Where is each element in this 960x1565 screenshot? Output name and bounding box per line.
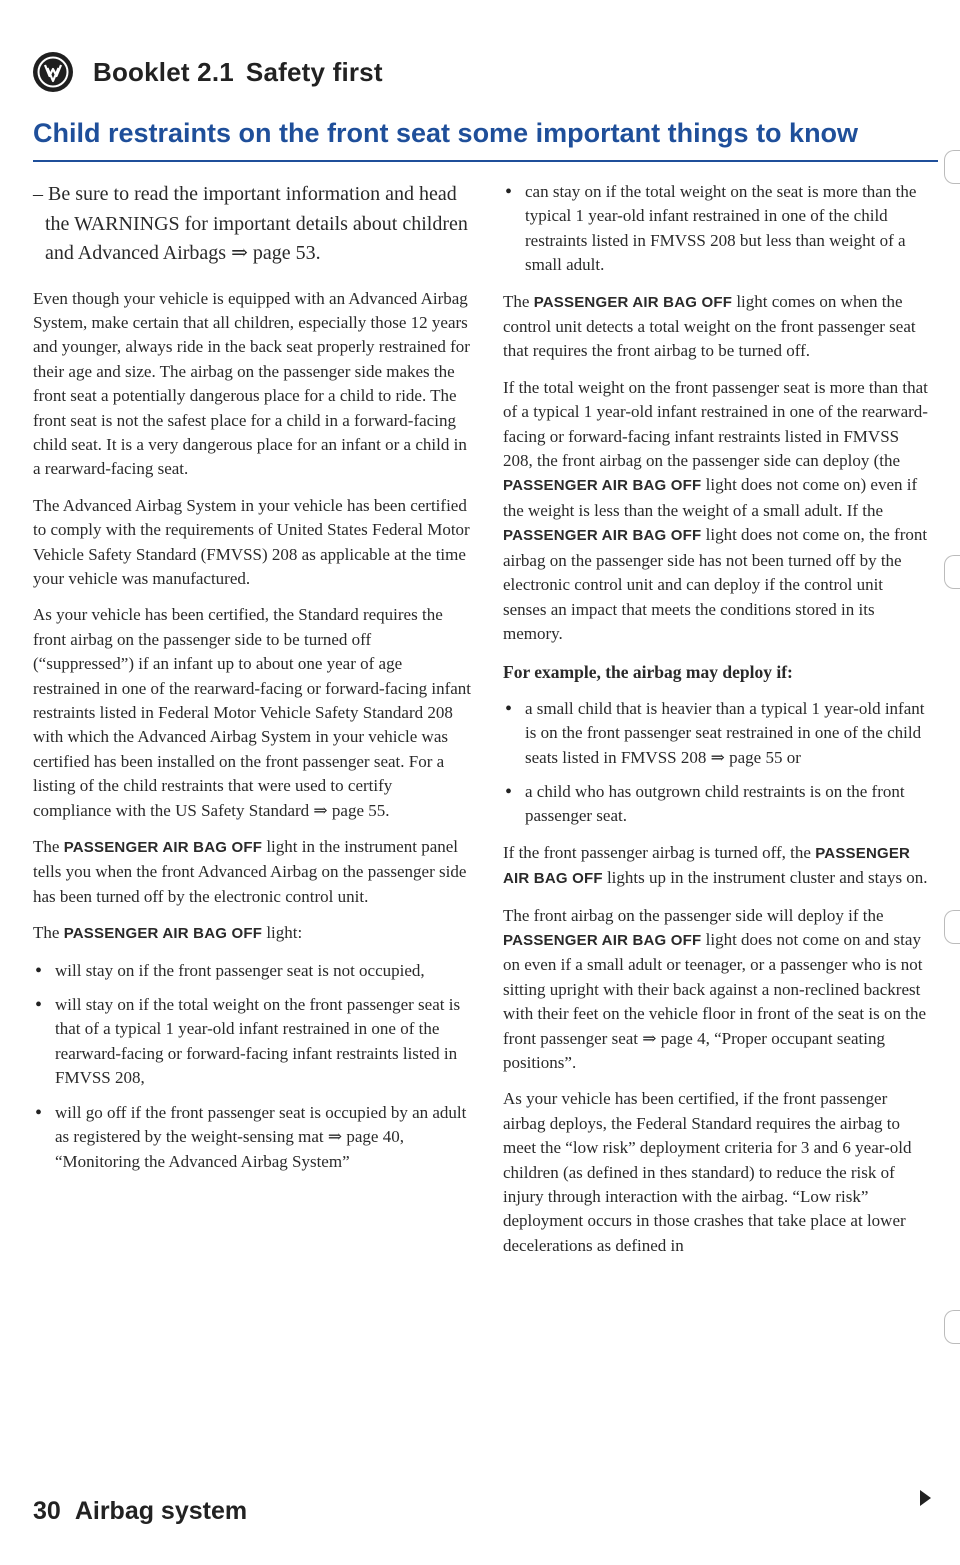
left-column — [33, 180, 473, 1186]
paragraph: The PASSENGER AIR BAG OFF light comes on when the control unit detects a total weight on the front passenger seat that requires the front airbag to be turned off. — [503, 291, 916, 361]
page-footer — [33, 1497, 247, 1526]
paragraph: The Advanced Airbag System in your vehicle has been certified to comply with the requirements of United States Federal Motor Vehicle Safety Standard (FMVSS) 208 as applicable at the time your vehicle was manufactured. — [33, 495, 470, 588]
bullet-list — [503, 180, 928, 278]
indicator-label: PASSENGER AIR BAG OFF — [503, 844, 911, 888]
page-title: Child restraints on the front seat some important things to know — [33, 118, 859, 148]
paragraph: The front airbag on the passenger side will deploy if the PASSENGER AIR BAG OFF light does not come on and stay on even if a small adult or teenager, or a passenger who is not sitting upright with their back against a non-reclined backrest with their feet on the vehicle floor in front of the seat is on the front passenger seat ⇒ page 4, “Proper occupant seating positions”. — [503, 905, 926, 1072]
page-edge-tab — [944, 1310, 960, 1344]
paragraph: If the total weight on the front passenger seat is more than that of a typical 1 year-old infant restrained in one of the rearward-facing or forward-facing infant restraints listed in FMVSS 208, the front airbag on the passenger side can deploy (the PASSENGER AIR BAG OFF light does not come on) even if the weight is less than the weight of a small adult. If the PASSENGER AIR BAG OFF light does not come on, the front airbag on the passenger side has not been turned off by the electronic control unit and can deploy if the control unit senses an impact that meets the conditions stored in its memory. — [503, 377, 928, 643]
indicator-label: PASSENGER AIR BAG OFF — [63, 925, 263, 943]
paragraph: The PASSENGER AIR BAG OFF light in the instrument panel tells you when the front Advanced Airbag on the passenger side has been turned off by the electronic control unit. — [33, 837, 467, 906]
indicator-label: PASSENGER AIR BAG OFF — [533, 293, 733, 311]
lead-instruction: – Be sure to read the important information and head the WARNINGS for important details about children and Advanced Airbags ⇒ page 53. — [33, 183, 468, 264]
list-item: • a small child that is heavier than a typical 1 year-old infant is on the front passenger seat restrained in one of the child seats listed in FMVSS 208 ⇒ page 55 or — [503, 697, 928, 770]
indicator-label: PASSENGER AIR BAG OFF — [503, 931, 702, 949]
paragraph: Even though your vehicle is equipped with an Advanced Airbag System, make certain that all children, especially those 12 years and younger, always ride in the back seat properly restrained for their age and size. The airbag on the passenger side makes the front seat a potentially dangerous place for a child to ride. The front seat is not the safest place for a child in a forward-facing child seat. It is a very dangerous place for an infant or a child in a rearward-facing seat. — [33, 288, 470, 479]
continue-arrow-icon — [920, 1490, 931, 1506]
booklet-section: Safety first — [245, 56, 383, 87]
page-edge-tab — [944, 555, 960, 589]
booklet-number: Booklet 2.1 — [93, 56, 234, 87]
page-edge-tab — [944, 910, 960, 944]
subheading: For example, the airbag may deploy if: — [503, 662, 793, 683]
page-header — [33, 52, 383, 92]
indicator-label: PASSENGER AIR BAG OFF — [63, 839, 263, 857]
indicator-label: PASSENGER AIR BAG OFF — [503, 527, 702, 545]
list-item: • will stay on if the total weight on the front passenger seat is that of a typical 1 year-old infant restrained in one of the rearward-facing or forward-facing infant restraints listed in FMVSS 208, — [33, 993, 473, 1091]
page-number: 30 — [33, 1497, 61, 1525]
paragraph: If the front passenger airbag is turned off, the PASSENGER AIR BAG OFF lights up in the instrument cluster and stays on. — [503, 842, 928, 888]
paragraph: As your vehicle has been certified, if the front passenger airbag deploys, the Federal Standard requires the airbag to meet the “low risk” deployment criteria for 3 and 6 year-old children (as defined in thes standard) to reduce the risk of injury through interaction with the airbag. “Low risk” deployment occurs in those crashes that take place at lower decelerations as defined in — [503, 1089, 912, 1255]
vw-logo-icon — [33, 52, 73, 92]
list-item: • a child who has outgrown child restraints is on the front passenger seat. — [503, 780, 928, 829]
page-edge-tab — [944, 150, 960, 184]
paragraph: The PASSENGER AIR BAG OFF light: — [33, 923, 303, 943]
indicator-label: PASSENGER AIR BAG OFF — [503, 477, 702, 495]
title-divider — [33, 160, 938, 162]
bullet-list — [33, 959, 473, 1174]
booklet-label — [93, 57, 383, 88]
list-item: • will stay on if the front passenger seat is not occupied, — [33, 959, 473, 983]
list-item: • will go off if the front passenger seat is occupied by an adult as registered by the weight-sensing mat ⇒ page 40, “Monitoring the Advanced Airbag System” — [33, 1101, 473, 1174]
list-item: • can stay on if the total weight on the seat is more than the typical 1 year-old infant restrained in one of the child restraints listed in FMVSS 208 but less than weight of a small adult. — [503, 180, 928, 278]
footer-section: Airbag system — [74, 1497, 248, 1525]
paragraph: As your vehicle has been certified, the Standard requires the front airbag on the passenger side to be turned off (“suppressed”) if an infant up to about one year of age restrained in one of the rearward-facing or forward-facing infant restraints listed in Federal Motor Vehicle Safety Standard 208 with which the Advanced Airbag System in your vehicle was certified has been installed on the front passenger seat. For a listing of the child restraints that were used to certify compliance with the US Safety Standard ⇒ page 55. — [33, 605, 472, 820]
right-column — [503, 180, 928, 1270]
bullet-list — [503, 697, 928, 829]
